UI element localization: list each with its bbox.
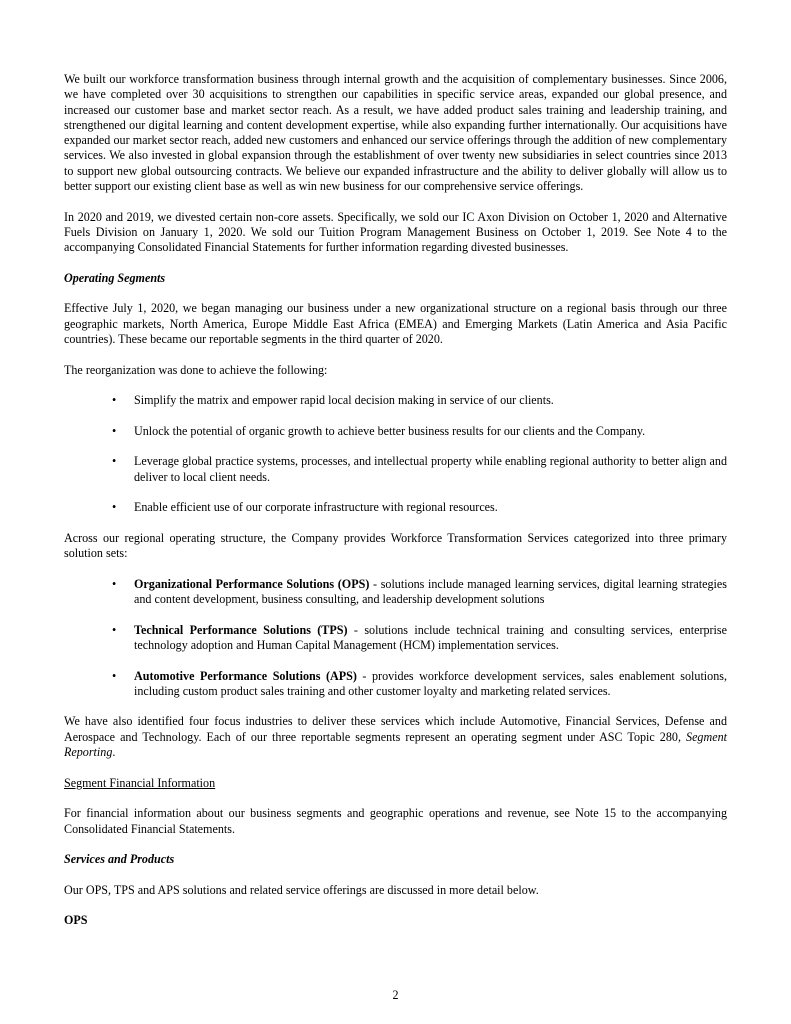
page-number: 2 (392, 988, 399, 1002)
list-item: • Organizational Performance Solutions (OPS) - solutions include managed learning services, digital learning strategies and content development, business consulting, and leadership development solutions (112, 576, 727, 607)
solution-name: Automotive Performance Solutions (APS) (134, 668, 357, 683)
operating-segments-heading: Operating Segments (64, 270, 166, 285)
list-item: • Unlock the potential of organic growth to achieve better business results for our clients and the Company. (112, 423, 646, 438)
bullet-icon: • (112, 576, 117, 591)
services-paragraph: Our OPS, TPS and APS solutions and related service offerings are discussed in more detail below. (64, 882, 539, 897)
list-item: • Leverage global practice systems, processes, and intellectual property while enabling regional authority to better align and deliver to local client needs. (112, 454, 727, 484)
list-item: • Automotive Performance Solutions (APS) - provides workforce development services, sales enablement solutions, including custom product sales training and other customer loyalty and marketing related services. (112, 668, 727, 698)
reorganization-goals-list (64, 393, 727, 515)
intro-paragraph-2: In 2020 and 2019, we divested certain non-core assets. Specifically, we sold our IC Axon Division on October 1, 2020 and Alternative Fuels Division on January 1, 2020. We sold our Tuition Program Management Business on October 1, 2019. See Note 4 to the accompanying Consolidated Financial Statements for further information regarding divested businesses. (64, 209, 727, 255)
bullet-icon: • (112, 622, 117, 637)
bullet-icon: • (112, 423, 117, 438)
ops-heading: OPS (64, 913, 88, 928)
solution-name: Technical Performance Solutions (TPS) (134, 622, 348, 637)
document-page (64, 72, 727, 929)
bullet-icon: • (112, 500, 117, 515)
services-products-heading: Services and Products (64, 852, 175, 867)
list-item: • Simplify the matrix and empower rapid local decision making in service of our clients. (112, 393, 554, 408)
operating-paragraph-4: We have also identified four focus industries to deliver these services which include Automotive, Financial Services, Defense and Aerospace and Technology. Each of our three reportable segments represent an operating segment under ASC Topic 280, Segment Reporting. (64, 714, 727, 760)
operating-paragraph-2: The reorganization was done to achieve the following: (64, 362, 328, 377)
operating-paragraph-3: Across our regional operating structure, the Company provides Workforce Transformation Services categorized into three primary solution sets: (64, 530, 727, 561)
segment-financial-paragraph: For financial information about our business segments and geographic operations and revenue, see Note 15 to the accompanying Consolidated Financial Statements. (64, 806, 727, 836)
bullet-icon: • (112, 668, 117, 683)
list-item: • Enable efficient use of our corporate infrastructure with regional resources. (112, 500, 498, 515)
list-item: • Technical Performance Solutions (TPS) - solutions include technical training and consulting services, enterprise technology adoption and Human Capital Management (HCM) implementation services. (112, 622, 727, 652)
operating-paragraph-1: Effective July 1, 2020, we began managing our business under a new organizational structure on a regional basis through our three geographic markets, North America, Europe Middle East Africa (EMEA) and Emerging Markets (Latin America and Asia Pacific countries). These became our reportable segments in the third quarter of 2020. (64, 301, 727, 347)
intro-paragraph-1: We built our workforce transformation business through internal growth and the acquisition of complementary businesses. Since 2006, we have completed over 30 acquisitions to strengthen our capabilities in specific service areas, expanded our global presence, and increased our customer base and market sector reach. As a result, we have added product sales training and leadership training, and strengthened our digital learning and content development expertise, while also expanding further internationally. Our acquisitions have expanded our market sector reach, added new customers and enhanced our service offerings through the addition of new complementary services. We also invested in global expansion through the establishment of over twenty new subsidiaries in select countries since 2013 to support new global outsourcing contracts. We believe our expanded infrastructure and the ability to deliver globally will allow us to better support our existing client base as well as win new business for our comprehensive service offerings. (64, 72, 727, 194)
bullet-icon: • (112, 454, 117, 469)
solution-name: Organizational Performance Solutions (OPS) (134, 576, 370, 591)
solution-sets-list (64, 577, 727, 699)
bullet-icon: • (112, 393, 117, 408)
segment-financial-heading: Segment Financial Information (64, 775, 216, 790)
